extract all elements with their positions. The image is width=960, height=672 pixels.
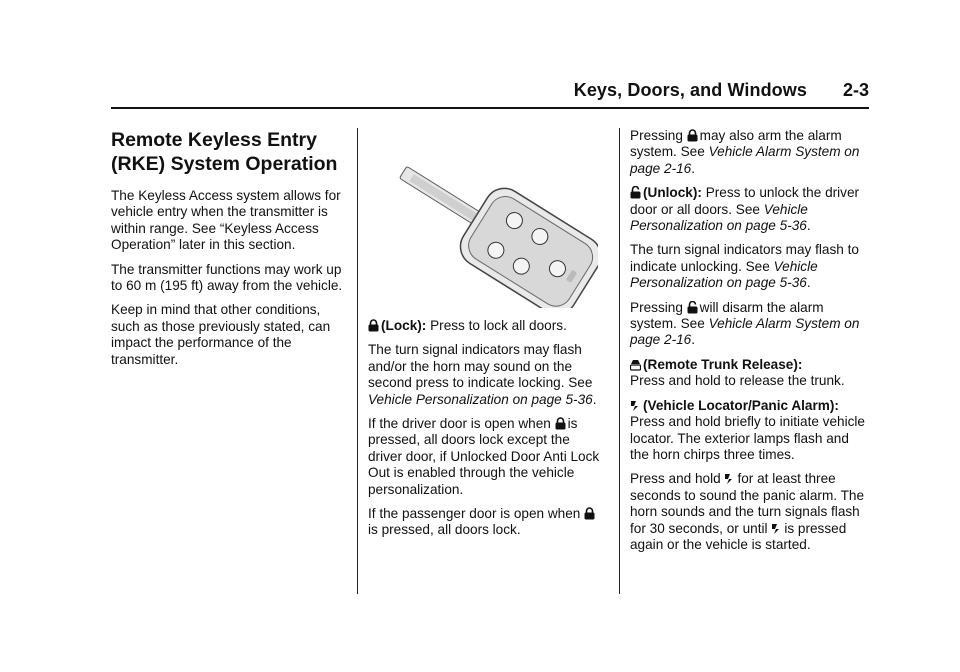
paragraph	[630, 471, 870, 553]
text-run: will disarm the alarm system. See	[630, 299, 824, 332]
panic-horn-icon	[630, 399, 641, 412]
column-2	[368, 128, 604, 547]
trunk-text: Press and hold to release the trunk.	[630, 373, 845, 389]
text-run: The turn signal indicators may flash to indicate unlocking. See	[630, 242, 859, 274]
cross-reference[interactable]: Vehicle Alarm System on page 2-16	[630, 144, 860, 176]
page-number: 2-3	[842, 80, 869, 100]
cross-reference[interactable]: Vehicle Personalization on page 5-36	[630, 201, 808, 234]
paragraph: Pressing may also arm the alarm system. See Vehicle Alarm System on page 2-16.	[630, 128, 860, 176]
paragraph: Pressing will disarm the alarm system. See Vehicle Alarm System on page 2-16.	[630, 299, 860, 348]
trunk-label: (Remote Trunk Release):	[643, 356, 803, 372]
unlock-icon	[630, 186, 641, 199]
column-1	[111, 128, 346, 376]
column-3	[630, 128, 870, 561]
unlock-label: (Unlock):	[643, 185, 702, 201]
cross-reference[interactable]: Vehicle Alarm System on page 2-16	[630, 316, 860, 348]
text-run: is pressed, all doors lock.	[368, 522, 521, 538]
text-run: may also arm the alarm system. See	[630, 128, 842, 160]
text-run: Pressing	[630, 299, 683, 315]
column-divider	[357, 128, 358, 594]
unlock-icon	[687, 301, 698, 314]
paragraph: The turn signal indicators may flash to indicate unlocking. See Vehicle Personalization on page 5-36.	[630, 242, 859, 291]
trunk-release-icon	[630, 358, 641, 371]
panic-text: Press and hold briefly to initiate vehicle locator. The exterior lamps flash and the horn chirps three times.	[630, 414, 865, 462]
text-run: Press and hold	[630, 471, 721, 487]
text-run: is pressed, all doors lock except the driver door, if Unlocked Door Anti Lock Out is enabled through the vehicle personalization.	[368, 416, 600, 497]
column-divider	[619, 128, 620, 594]
unlock-text: Press to unlock the driver door or all doors. See	[630, 185, 860, 217]
paragraph	[368, 506, 604, 539]
text-run: for at least three seconds to sound the panic alarm. The horn sounds and the turn signals flash for 30 seconds, or until	[630, 471, 865, 536]
lock-description	[368, 318, 604, 334]
lock-icon	[368, 319, 379, 332]
panic-horn-icon	[771, 522, 782, 535]
lock-label: (Lock):	[381, 318, 427, 333]
panic-horn-icon	[724, 472, 735, 485]
section-heading: Remote Keyless Entry (RKE) System Operation	[111, 129, 338, 175]
paragraph: The Keyless Access system allows for vehicle entry when the transmitter is within range. See “Keyless Access Operation” later in this section.	[111, 188, 341, 253]
text-run: The turn signal indicators may flash and/or the horn may sound on the second press to indicate locking. See	[368, 342, 593, 391]
cross-reference[interactable]: Vehicle Personalization on page 5-36	[368, 391, 593, 407]
lock-icon	[584, 507, 595, 520]
paragraph: The transmitter functions may work up to 60 m (195 ft) away from the vehicle.	[111, 261, 343, 294]
lock-icon	[555, 417, 566, 430]
header-rule	[111, 107, 869, 109]
paragraph: The turn signal indicators may flash and/or the horn may sound on the second press to indicate locking. See Vehicle Personalization on page 5-36.	[368, 342, 597, 407]
unlock-description: (Unlock): Press to unlock the driver door or all doors. See Vehicle Personalization on page 5-36.	[630, 185, 860, 234]
text-run: If the passenger door is open when	[368, 506, 581, 522]
paragraph: Keep in mind that other conditions, such as those previously stated, can impact the performance of the transmitter.	[111, 302, 331, 367]
text-run: If the driver door is open when	[368, 416, 551, 432]
panic-label: (Vehicle Locator/Panic Alarm):	[643, 397, 839, 413]
key-fob-illustration	[398, 128, 598, 308]
chapter-title: Keys, Doors, and Windows	[573, 80, 807, 100]
text-run: is pressed again or the vehicle is started.	[630, 520, 847, 552]
panic-description	[630, 398, 870, 464]
lock-icon	[687, 129, 698, 142]
lock-text: Press to lock all doors.	[430, 318, 567, 333]
trunk-description	[630, 357, 870, 390]
page-header	[111, 80, 869, 104]
paragraph	[368, 416, 604, 498]
text-run: Pressing	[630, 128, 683, 143]
cross-reference[interactable]: Vehicle Personalization on page 5-36	[630, 258, 818, 291]
